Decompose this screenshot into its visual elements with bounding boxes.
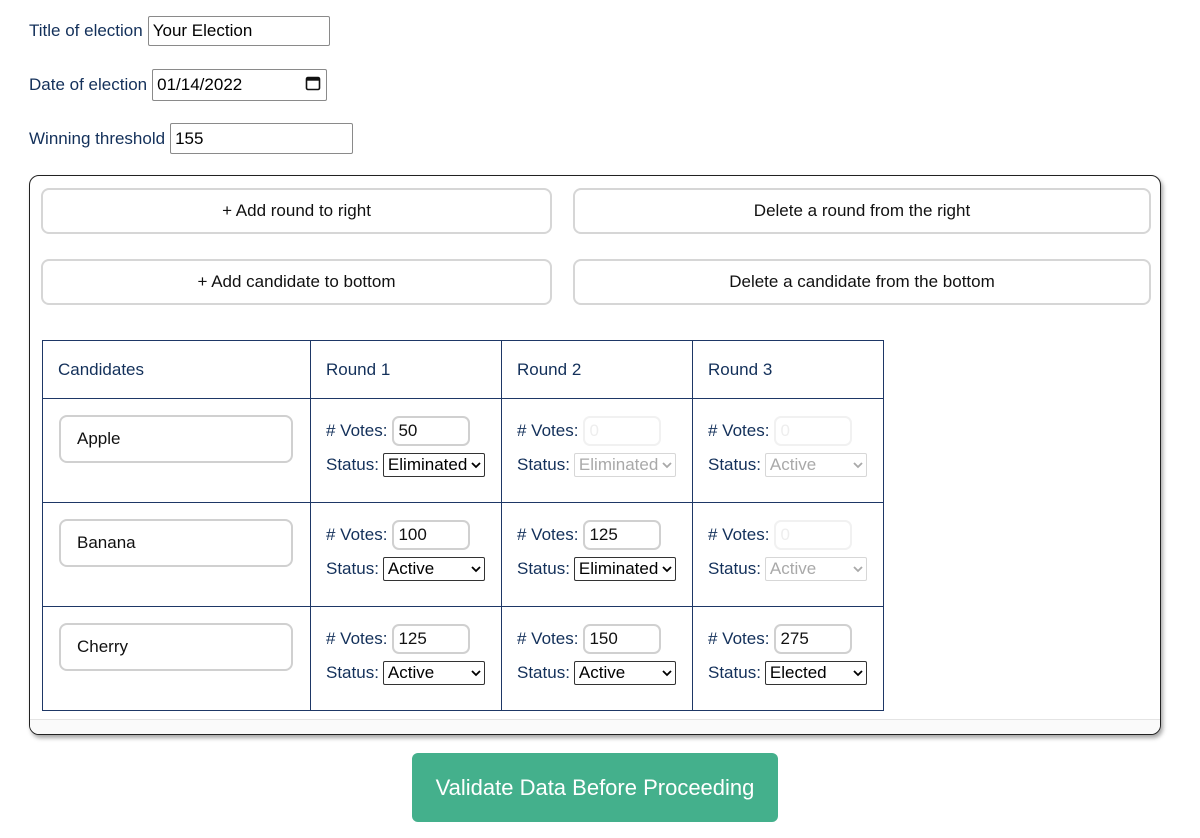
title-label: Title of election [29,21,143,40]
round-cell [311,399,502,503]
status-label: Status: [708,559,761,578]
round-cell [693,607,884,711]
status-select[interactable] [383,661,485,685]
status-select[interactable] [574,661,676,685]
status-value: Eliminated [387,455,468,474]
votes-label: # Votes: [326,629,388,648]
table-row [43,399,884,503]
status-value: Active [387,663,435,682]
threshold-input[interactable]: 155 [170,123,353,154]
round-cell [693,503,884,607]
horizontal-scrollbar[interactable] [30,719,1160,734]
votes-input: 0 [774,520,852,550]
status-line [708,557,867,581]
status-label: Status: [517,559,570,578]
header-round-3: Round 3 [693,341,884,399]
status-line [708,453,867,477]
votes-label: # Votes: [708,525,770,544]
status-select [574,453,676,477]
round-cell [311,607,502,711]
votes-line [517,520,661,550]
round-cell [693,399,884,503]
candidate-name-input[interactable]: Apple [59,415,293,463]
header-candidates: Candidates [43,341,311,399]
candidate-name-input[interactable]: Banana [59,519,293,567]
delete-candidate-button[interactable]: Delete a candidate from the bottom [573,259,1151,305]
chevron-down-icon [471,460,481,470]
status-value: Active [769,559,817,578]
votes-label: # Votes: [708,421,770,440]
votes-input[interactable]: 150 [583,624,661,654]
status-select [765,557,867,581]
status-line [326,453,485,477]
status-line [326,557,485,581]
votes-label: # Votes: [708,629,770,648]
status-value: Eliminated [578,455,659,474]
status-select[interactable] [574,557,676,581]
chevron-down-icon [471,668,481,678]
votes-line [708,520,852,550]
status-value: Active [387,559,435,578]
chevron-down-icon [662,460,672,470]
results-table [42,340,884,711]
round-cell [502,503,693,607]
status-line [517,557,676,581]
chevron-down-icon [662,668,672,678]
votes-line [708,624,852,654]
date-row [29,69,327,101]
votes-label: # Votes: [517,421,579,440]
status-label: Status: [517,663,570,682]
delete-round-button[interactable]: Delete a round from the right [573,188,1151,234]
status-select[interactable] [383,453,485,477]
status-label: Status: [326,559,379,578]
votes-line [708,416,852,446]
votes-label: # Votes: [326,525,388,544]
status-value: Eliminated [578,559,659,578]
status-select[interactable] [383,557,485,581]
votes-input[interactable]: 275 [774,624,852,654]
date-input[interactable]: 01/14/2022 [152,69,327,101]
votes-line [326,416,470,446]
round-cell [502,399,693,503]
title-input[interactable]: Your Election [148,16,330,46]
validate-button[interactable]: Validate Data Before Proceeding [412,753,778,822]
candidate-cell [43,399,311,503]
candidate-cell [43,607,311,711]
header-round-2: Round 2 [502,341,693,399]
table-row [43,607,884,711]
status-label: Status: [326,455,379,474]
round-cell [311,503,502,607]
votes-input[interactable]: 100 [392,520,470,550]
chevron-down-icon [853,564,863,574]
date-field[interactable] [152,69,327,101]
add-candidate-button[interactable]: + Add candidate to bottom [41,259,552,305]
status-line [326,661,485,685]
status-value: Active [769,455,817,474]
round-cell [502,607,693,711]
status-line [517,661,676,685]
candidate-name-input[interactable]: Cherry [59,623,293,671]
votes-label: # Votes: [326,421,388,440]
status-label: Status: [517,455,570,474]
election-panel [29,175,1161,735]
status-select[interactable] [765,661,867,685]
votes-line [326,624,470,654]
status-value: Elected [769,663,827,682]
date-label: Date of election [29,75,148,94]
header-round-1: Round 1 [311,341,502,399]
votes-line [326,520,470,550]
status-label: Status: [326,663,379,682]
votes-input: 0 [774,416,852,446]
threshold-label: Winning threshold [29,128,166,148]
threshold-row [29,123,353,154]
status-line [708,661,867,685]
votes-input[interactable]: 125 [583,520,661,550]
votes-line [517,416,661,446]
status-value: Active [578,663,626,682]
table-header-row [43,341,884,399]
chevron-down-icon [662,564,672,574]
status-select [765,453,867,477]
votes-input: 0 [583,416,661,446]
votes-label: # Votes: [517,525,579,544]
chevron-down-icon [853,668,863,678]
status-label: Status: [708,455,761,474]
status-label: Status: [708,663,761,682]
chevron-down-icon [471,564,481,574]
votes-input[interactable]: 125 [392,624,470,654]
votes-line [517,624,661,654]
add-round-button[interactable]: + Add round to right [41,188,552,234]
candidate-cell [43,503,311,607]
chevron-down-icon [853,460,863,470]
table-row [43,503,884,607]
status-line [517,453,676,477]
votes-label: # Votes: [517,629,579,648]
votes-input[interactable]: 50 [392,416,470,446]
title-row [29,16,330,46]
calendar-icon[interactable] [305,75,321,91]
